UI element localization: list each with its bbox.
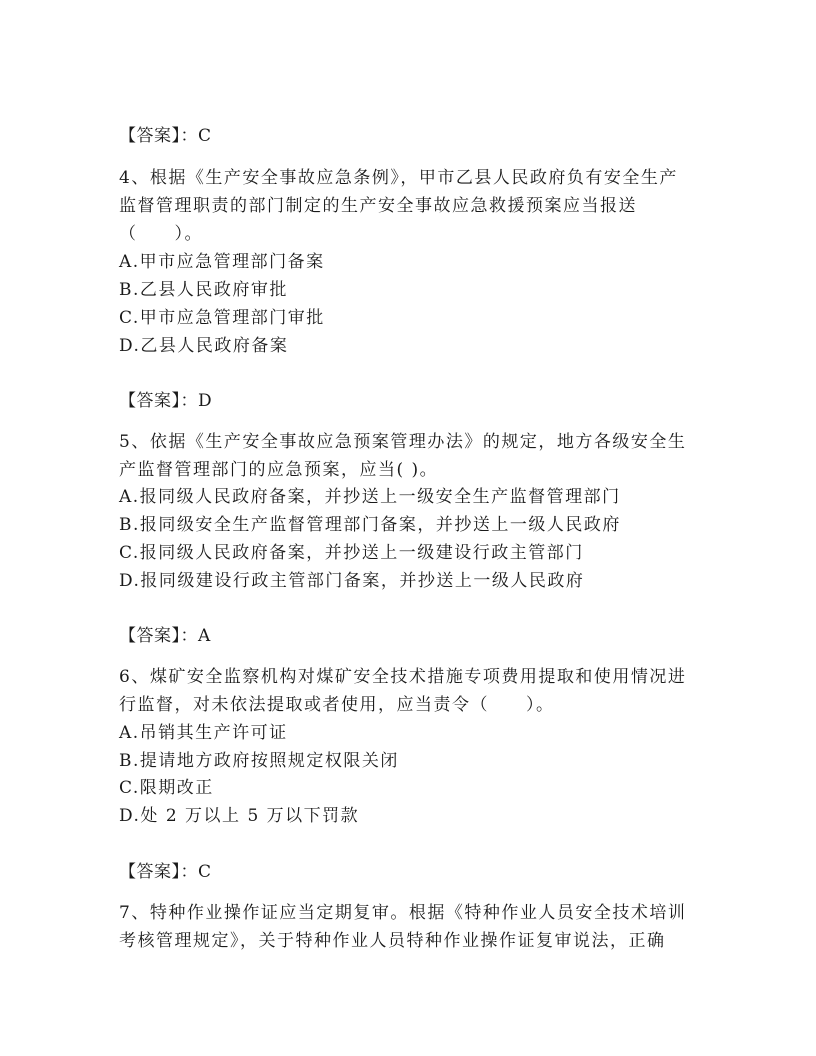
question-5-option-c: C.报同级人民政府备案，并抄送上一级建设行政主管部门 [119, 543, 584, 563]
question-4-option-b: B.乙县人民政府审批 [119, 280, 288, 300]
question-4-option-d: D.乙县人民政府备案 [119, 336, 289, 356]
question-4-line-2: 监督管理职责的部门制定的生产安全事故应急救援预案应当报送 [119, 196, 637, 216]
question-6-option-b: B.提请地方政府按照规定权限关闭 [119, 751, 399, 771]
question-5-answer: 【答案】：A [119, 626, 211, 646]
question-7-line-1: 7、特种作业操作证应当定期复审。根据《特种作业人员安全技术培训 [119, 903, 687, 923]
question-4-line-1: 4、根据《生产安全事故应急条例》，甲市乙县人民政府负有安全生产 [119, 168, 678, 188]
question-5-line-2: 产监督管理部门的应急预案，应当( )。 [119, 460, 439, 480]
question-5-line-1: 5、依据《生产安全事故应急预案管理办法》的规定，地方各级安全生 [119, 432, 687, 452]
question-4-line-3: （ ）。 [119, 224, 203, 244]
question-5-option-a: A.报同级人民政府备案，并抄送上一级安全生产监督管理部门 [119, 487, 621, 507]
question-4-option-a: A.甲市应急管理部门备案 [119, 252, 325, 272]
question-7-line-2: 考核管理规定》，关于特种作业人员特种作业操作证复审说法，正确 [119, 931, 666, 951]
question-4-option-c: C.甲市应急管理部门审批 [119, 308, 325, 328]
question-6-answer: 【答案】：C [119, 862, 212, 882]
question-6-option-a: A.吊销其生产许可证 [119, 723, 288, 743]
question-5-option-d: D.报同级建设行政主管部门备案，并抄送上一级人民政府 [119, 571, 585, 591]
question-6-line-2: 行监督，对未依法提取或者使用，应当责令（ ）。 [119, 695, 555, 715]
question-6-line-1: 6、煤矿安全监察机构对煤矿安全技术措施专项费用提取和使用情况进 [119, 667, 687, 687]
question-6-option-c: C.限期改正 [119, 778, 214, 798]
question-5-option-b: B.报同级安全生产监督管理部门备案，并抄送上一级人民政府 [119, 515, 621, 535]
answer-line: 【答案】：C [119, 126, 212, 146]
question-4-answer: 【答案】：D [119, 391, 213, 411]
question-6-option-d: D.处 2 万以上 5 万以下罚款 [119, 806, 360, 826]
